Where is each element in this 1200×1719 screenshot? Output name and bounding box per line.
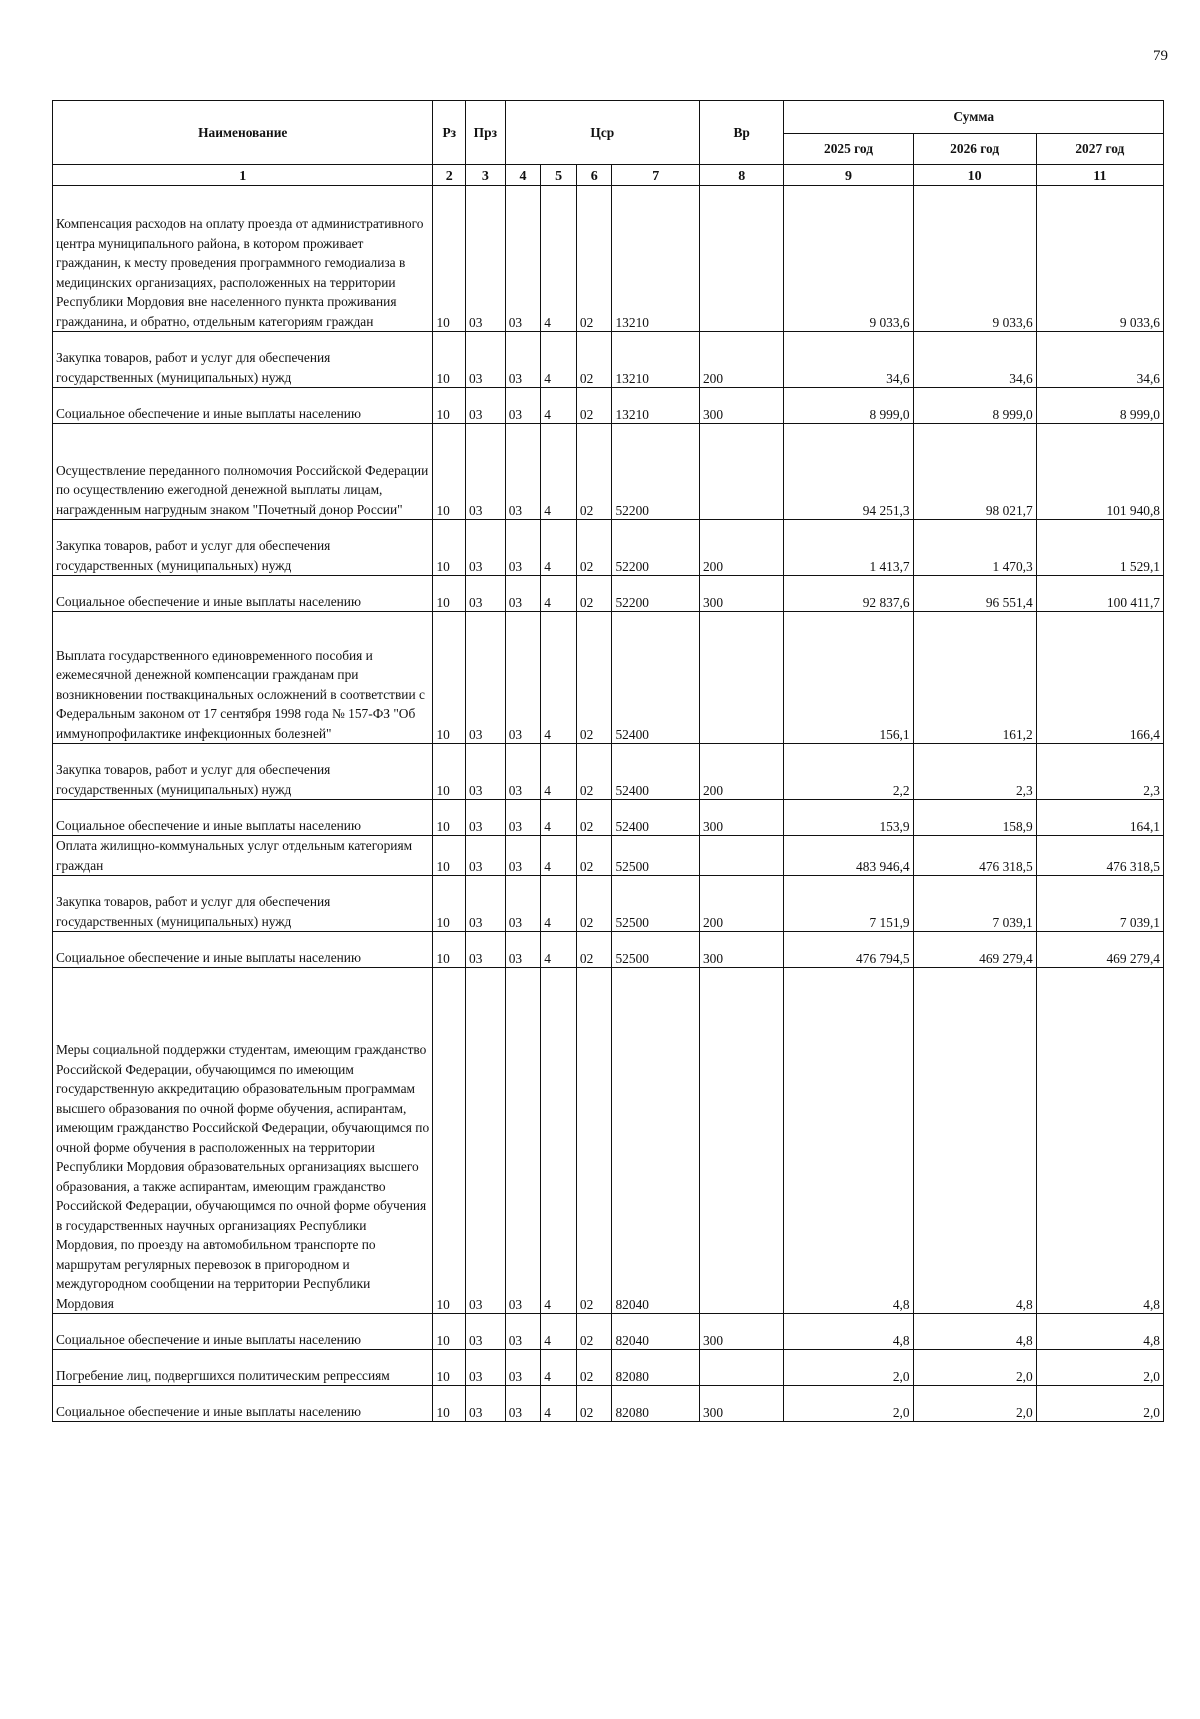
row-csr-part3: 02 bbox=[576, 800, 612, 836]
table-row bbox=[53, 968, 1164, 1314]
amount-2027: 101 940,8 bbox=[1036, 424, 1163, 520]
row-name: Погребение лиц, подвергшихся политическим репрессиям bbox=[53, 1350, 433, 1386]
amount-2027: 100 411,7 bbox=[1036, 576, 1163, 612]
row-prz: 03 bbox=[466, 800, 506, 836]
row-prz: 03 bbox=[466, 876, 506, 932]
row-rz: 10 bbox=[433, 388, 466, 424]
row-csr-code: 52500 bbox=[612, 876, 699, 932]
row-csr-part2: 4 bbox=[541, 576, 577, 612]
row-prz: 03 bbox=[466, 424, 506, 520]
row-csr-part1: 03 bbox=[505, 836, 541, 876]
row-name: Меры социальной поддержки студентам, имеющим гражданство Российской Федерации, обучающимся по имеющим государственную аккредитацию образовательным программам высшего образования по очной форме обучения, аспирантам, имеющим гражданство Российской Федерации, обучающимся по очной форме обучения в расположенных на территории Республики Мордовия образовательных организациях высшего образования, а также аспирантам, имеющим гражданство Российской Федерации, обучающимся по очной форме обучения в государственных научных организациях Республики Мордовия, по проезду на автомобильном транспорте по маршрутам регулярных перевозок в пригородном и междугородном сообщении на территории Республики Мордовия bbox=[53, 968, 433, 1314]
row-vr: 200 bbox=[699, 876, 783, 932]
row-prz: 03 bbox=[466, 612, 506, 744]
row-name: Социальное обеспечение и иные выплаты населению bbox=[53, 932, 433, 968]
row-csr-code: 52400 bbox=[612, 800, 699, 836]
column-number: 1 bbox=[53, 165, 433, 186]
row-rz: 10 bbox=[433, 1386, 466, 1422]
row-csr-part3: 02 bbox=[576, 388, 612, 424]
row-csr-part3: 02 bbox=[576, 576, 612, 612]
amount-2027: 2,0 bbox=[1036, 1350, 1163, 1386]
column-number: 7 bbox=[612, 165, 699, 186]
amount-2026: 4,8 bbox=[913, 968, 1036, 1314]
row-vr: 200 bbox=[699, 520, 783, 576]
row-csr-part2: 4 bbox=[541, 876, 577, 932]
table-row bbox=[53, 1386, 1164, 1422]
row-vr bbox=[699, 1350, 783, 1386]
amount-2026: 2,0 bbox=[913, 1350, 1036, 1386]
column-number-row bbox=[53, 165, 1164, 186]
row-csr-part2: 4 bbox=[541, 332, 577, 388]
row-vr: 300 bbox=[699, 576, 783, 612]
row-csr-part3: 02 bbox=[576, 836, 612, 876]
row-csr-part3: 02 bbox=[576, 968, 612, 1314]
amount-2026: 469 279,4 bbox=[913, 932, 1036, 968]
row-prz: 03 bbox=[466, 1350, 506, 1386]
row-rz: 10 bbox=[433, 800, 466, 836]
amount-2025: 483 946,4 bbox=[784, 836, 913, 876]
row-rz: 10 bbox=[433, 332, 466, 388]
row-vr: 300 bbox=[699, 388, 783, 424]
amount-2027: 2,3 bbox=[1036, 744, 1163, 800]
amount-2027: 34,6 bbox=[1036, 332, 1163, 388]
row-vr bbox=[699, 612, 783, 744]
row-name: Социальное обеспечение и иные выплаты населению bbox=[53, 1314, 433, 1350]
amount-2025: 2,0 bbox=[784, 1350, 913, 1386]
row-csr-part2: 4 bbox=[541, 968, 577, 1314]
row-csr-part1: 03 bbox=[505, 1314, 541, 1350]
amount-2027: 2,0 bbox=[1036, 1386, 1163, 1422]
row-prz: 03 bbox=[466, 1314, 506, 1350]
row-csr-part2: 4 bbox=[541, 388, 577, 424]
amount-2025: 8 999,0 bbox=[784, 388, 913, 424]
row-csr-part3: 02 bbox=[576, 520, 612, 576]
column-number: 5 bbox=[541, 165, 577, 186]
row-name: Оплата жилищно-коммунальных услуг отдельным категориям граждан bbox=[53, 836, 433, 876]
amount-2025: 153,9 bbox=[784, 800, 913, 836]
table-row bbox=[53, 612, 1164, 744]
row-rz: 10 bbox=[433, 1314, 466, 1350]
row-csr-part1: 03 bbox=[505, 932, 541, 968]
row-csr-part2: 4 bbox=[541, 932, 577, 968]
row-csr-part2: 4 bbox=[541, 1314, 577, 1350]
amount-2026: 7 039,1 bbox=[913, 876, 1036, 932]
row-rz: 10 bbox=[433, 836, 466, 876]
row-vr: 300 bbox=[699, 1314, 783, 1350]
row-vr: 200 bbox=[699, 744, 783, 800]
amount-2027: 4,8 bbox=[1036, 968, 1163, 1314]
table-row bbox=[53, 424, 1164, 520]
row-csr-part2: 4 bbox=[541, 836, 577, 876]
row-csr-code: 52500 bbox=[612, 932, 699, 968]
row-csr-part1: 03 bbox=[505, 876, 541, 932]
amount-2026: 4,8 bbox=[913, 1314, 1036, 1350]
table-row bbox=[53, 1314, 1164, 1350]
row-csr-part3: 02 bbox=[576, 1314, 612, 1350]
row-csr-part2: 4 bbox=[541, 424, 577, 520]
row-name: Выплата государственного единовременного пособия и ежемесячной денежной компенсации гражданам при возникновении поствакцинальных осложнений в соответствии с Федеральным законом от 17 сентября 1998 года № 157-ФЗ "Об иммунопрофилактике инфекционных болезней" bbox=[53, 612, 433, 744]
row-csr-code: 52200 bbox=[612, 424, 699, 520]
row-rz: 10 bbox=[433, 968, 466, 1314]
row-csr-part2: 4 bbox=[541, 800, 577, 836]
header-year-2026: 2026 год bbox=[913, 134, 1036, 165]
table-row bbox=[53, 932, 1164, 968]
amount-2027: 476 318,5 bbox=[1036, 836, 1163, 876]
row-vr: 200 bbox=[699, 332, 783, 388]
row-csr-code: 52400 bbox=[612, 744, 699, 800]
row-prz: 03 bbox=[466, 744, 506, 800]
amount-2027: 166,4 bbox=[1036, 612, 1163, 744]
table-row bbox=[53, 186, 1164, 332]
row-name: Компенсация расходов на оплату проезда от административного центра муниципального района, в котором проживает гражданин, к месту проведения программного гемодиализа в медицинских организациях, расположенных на территории Республики Мордовия вне населенного пункта проживания гражданина, и обратно, отдельным категориям граждан bbox=[53, 186, 433, 332]
table-row bbox=[53, 576, 1164, 612]
table-row bbox=[53, 744, 1164, 800]
amount-2025: 94 251,3 bbox=[784, 424, 913, 520]
row-csr-code: 82080 bbox=[612, 1386, 699, 1422]
row-csr-part3: 02 bbox=[576, 612, 612, 744]
amount-2025: 476 794,5 bbox=[784, 932, 913, 968]
row-rz: 10 bbox=[433, 876, 466, 932]
row-csr-code: 52200 bbox=[612, 576, 699, 612]
row-name: Закупка товаров, работ и услуг для обеспечения государственных (муниципальных) нужд bbox=[53, 520, 433, 576]
budget-table bbox=[52, 100, 1164, 1422]
header-name: Наименование bbox=[53, 101, 433, 165]
row-name: Социальное обеспечение и иные выплаты населению bbox=[53, 800, 433, 836]
amount-2026: 161,2 bbox=[913, 612, 1036, 744]
amount-2025: 2,2 bbox=[784, 744, 913, 800]
row-vr: 300 bbox=[699, 932, 783, 968]
amount-2027: 8 999,0 bbox=[1036, 388, 1163, 424]
amount-2025: 34,6 bbox=[784, 332, 913, 388]
row-csr-part2: 4 bbox=[541, 744, 577, 800]
column-number: 3 bbox=[466, 165, 506, 186]
row-name: Социальное обеспечение и иные выплаты населению bbox=[53, 388, 433, 424]
amount-2025: 92 837,6 bbox=[784, 576, 913, 612]
amount-2026: 34,6 bbox=[913, 332, 1036, 388]
table-row bbox=[53, 876, 1164, 932]
row-vr: 300 bbox=[699, 800, 783, 836]
row-csr-part3: 02 bbox=[576, 186, 612, 332]
row-prz: 03 bbox=[466, 932, 506, 968]
header-rz: Рз bbox=[433, 101, 466, 165]
row-rz: 10 bbox=[433, 424, 466, 520]
row-rz: 10 bbox=[433, 520, 466, 576]
row-csr-code: 13210 bbox=[612, 332, 699, 388]
row-csr-part3: 02 bbox=[576, 332, 612, 388]
row-name: Закупка товаров, работ и услуг для обеспечения государственных (муниципальных) нужд bbox=[53, 332, 433, 388]
row-prz: 03 bbox=[466, 388, 506, 424]
row-csr-part1: 03 bbox=[505, 388, 541, 424]
amount-2026: 2,0 bbox=[913, 1386, 1036, 1422]
row-csr-code: 82040 bbox=[612, 1314, 699, 1350]
amount-2025: 4,8 bbox=[784, 968, 913, 1314]
row-rz: 10 bbox=[433, 1350, 466, 1386]
header-csr: Цср bbox=[505, 101, 699, 165]
row-prz: 03 bbox=[466, 520, 506, 576]
amount-2026: 8 999,0 bbox=[913, 388, 1036, 424]
column-number: 2 bbox=[433, 165, 466, 186]
row-csr-part1: 03 bbox=[505, 332, 541, 388]
table-row bbox=[53, 1350, 1164, 1386]
column-number: 8 bbox=[699, 165, 783, 186]
header-vr: Вр bbox=[699, 101, 783, 165]
row-csr-part1: 03 bbox=[505, 186, 541, 332]
column-number: 6 bbox=[576, 165, 612, 186]
row-csr-part3: 02 bbox=[576, 932, 612, 968]
table-row bbox=[53, 332, 1164, 388]
amount-2026: 2,3 bbox=[913, 744, 1036, 800]
row-csr-part1: 03 bbox=[505, 800, 541, 836]
amount-2027: 7 039,1 bbox=[1036, 876, 1163, 932]
row-vr bbox=[699, 186, 783, 332]
row-vr: 300 bbox=[699, 1386, 783, 1422]
row-rz: 10 bbox=[433, 932, 466, 968]
row-csr-code: 52500 bbox=[612, 836, 699, 876]
row-vr bbox=[699, 968, 783, 1314]
amount-2025: 9 033,6 bbox=[784, 186, 913, 332]
row-prz: 03 bbox=[466, 836, 506, 876]
table-row bbox=[53, 388, 1164, 424]
amount-2026: 1 470,3 bbox=[913, 520, 1036, 576]
table-row bbox=[53, 800, 1164, 836]
row-rz: 10 bbox=[433, 744, 466, 800]
row-csr-code: 82080 bbox=[612, 1350, 699, 1386]
column-number: 11 bbox=[1036, 165, 1163, 186]
row-prz: 03 bbox=[466, 1386, 506, 1422]
amount-2026: 9 033,6 bbox=[913, 186, 1036, 332]
row-csr-part2: 4 bbox=[541, 520, 577, 576]
row-rz: 10 bbox=[433, 186, 466, 332]
row-rz: 10 bbox=[433, 612, 466, 744]
amount-2026: 96 551,4 bbox=[913, 576, 1036, 612]
row-csr-part1: 03 bbox=[505, 520, 541, 576]
row-vr bbox=[699, 836, 783, 876]
row-name: Осуществление переданного полномочия Российской Федерации по осуществлению ежегодной денежной выплаты лицам, награжденным нагрудным знаком "Почетный донор России" bbox=[53, 424, 433, 520]
row-prz: 03 bbox=[466, 968, 506, 1314]
row-csr-code: 52400 bbox=[612, 612, 699, 744]
row-name: Закупка товаров, работ и услуг для обеспечения государственных (муниципальных) нужд bbox=[53, 744, 433, 800]
amount-2025: 1 413,7 bbox=[784, 520, 913, 576]
column-number: 10 bbox=[913, 165, 1036, 186]
row-csr-part1: 03 bbox=[505, 612, 541, 744]
row-csr-part1: 03 bbox=[505, 744, 541, 800]
row-csr-part1: 03 bbox=[505, 1386, 541, 1422]
header-year-2025: 2025 год bbox=[784, 134, 913, 165]
row-csr-part3: 02 bbox=[576, 876, 612, 932]
row-csr-code: 52200 bbox=[612, 520, 699, 576]
amount-2027: 4,8 bbox=[1036, 1314, 1163, 1350]
amount-2027: 469 279,4 bbox=[1036, 932, 1163, 968]
amount-2025: 2,0 bbox=[784, 1386, 913, 1422]
page-number: 79 bbox=[1153, 48, 1168, 64]
amount-2027: 1 529,1 bbox=[1036, 520, 1163, 576]
row-csr-part2: 4 bbox=[541, 612, 577, 744]
amount-2026: 476 318,5 bbox=[913, 836, 1036, 876]
column-number: 9 bbox=[784, 165, 913, 186]
row-name: Социальное обеспечение и иные выплаты населению bbox=[53, 1386, 433, 1422]
row-csr-part1: 03 bbox=[505, 576, 541, 612]
column-number: 4 bbox=[505, 165, 541, 186]
header-prz: Прз bbox=[466, 101, 506, 165]
row-csr-part1: 03 bbox=[505, 968, 541, 1314]
header-year-2027: 2027 год bbox=[1036, 134, 1163, 165]
row-prz: 03 bbox=[466, 576, 506, 612]
row-csr-code: 82040 bbox=[612, 968, 699, 1314]
row-prz: 03 bbox=[466, 186, 506, 332]
row-csr-code: 13210 bbox=[612, 388, 699, 424]
row-csr-part2: 4 bbox=[541, 1350, 577, 1386]
amount-2026: 98 021,7 bbox=[913, 424, 1036, 520]
amount-2027: 9 033,6 bbox=[1036, 186, 1163, 332]
row-csr-part1: 03 bbox=[505, 424, 541, 520]
amount-2025: 7 151,9 bbox=[784, 876, 913, 932]
amount-2025: 156,1 bbox=[784, 612, 913, 744]
header-sum: Сумма bbox=[784, 101, 1164, 134]
row-csr-part3: 02 bbox=[576, 744, 612, 800]
row-prz: 03 bbox=[466, 332, 506, 388]
amount-2026: 158,9 bbox=[913, 800, 1036, 836]
row-csr-part2: 4 bbox=[541, 1386, 577, 1422]
row-csr-part3: 02 bbox=[576, 424, 612, 520]
row-csr-part2: 4 bbox=[541, 186, 577, 332]
table-row bbox=[53, 520, 1164, 576]
row-csr-code: 13210 bbox=[612, 186, 699, 332]
table-row bbox=[53, 836, 1164, 876]
row-name: Закупка товаров, работ и услуг для обеспечения государственных (муниципальных) нужд bbox=[53, 876, 433, 932]
amount-2025: 4,8 bbox=[784, 1314, 913, 1350]
row-vr bbox=[699, 424, 783, 520]
amount-2027: 164,1 bbox=[1036, 800, 1163, 836]
row-name: Социальное обеспечение и иные выплаты населению bbox=[53, 576, 433, 612]
row-csr-part1: 03 bbox=[505, 1350, 541, 1386]
row-csr-part3: 02 bbox=[576, 1350, 612, 1386]
row-rz: 10 bbox=[433, 576, 466, 612]
row-csr-part3: 02 bbox=[576, 1386, 612, 1422]
